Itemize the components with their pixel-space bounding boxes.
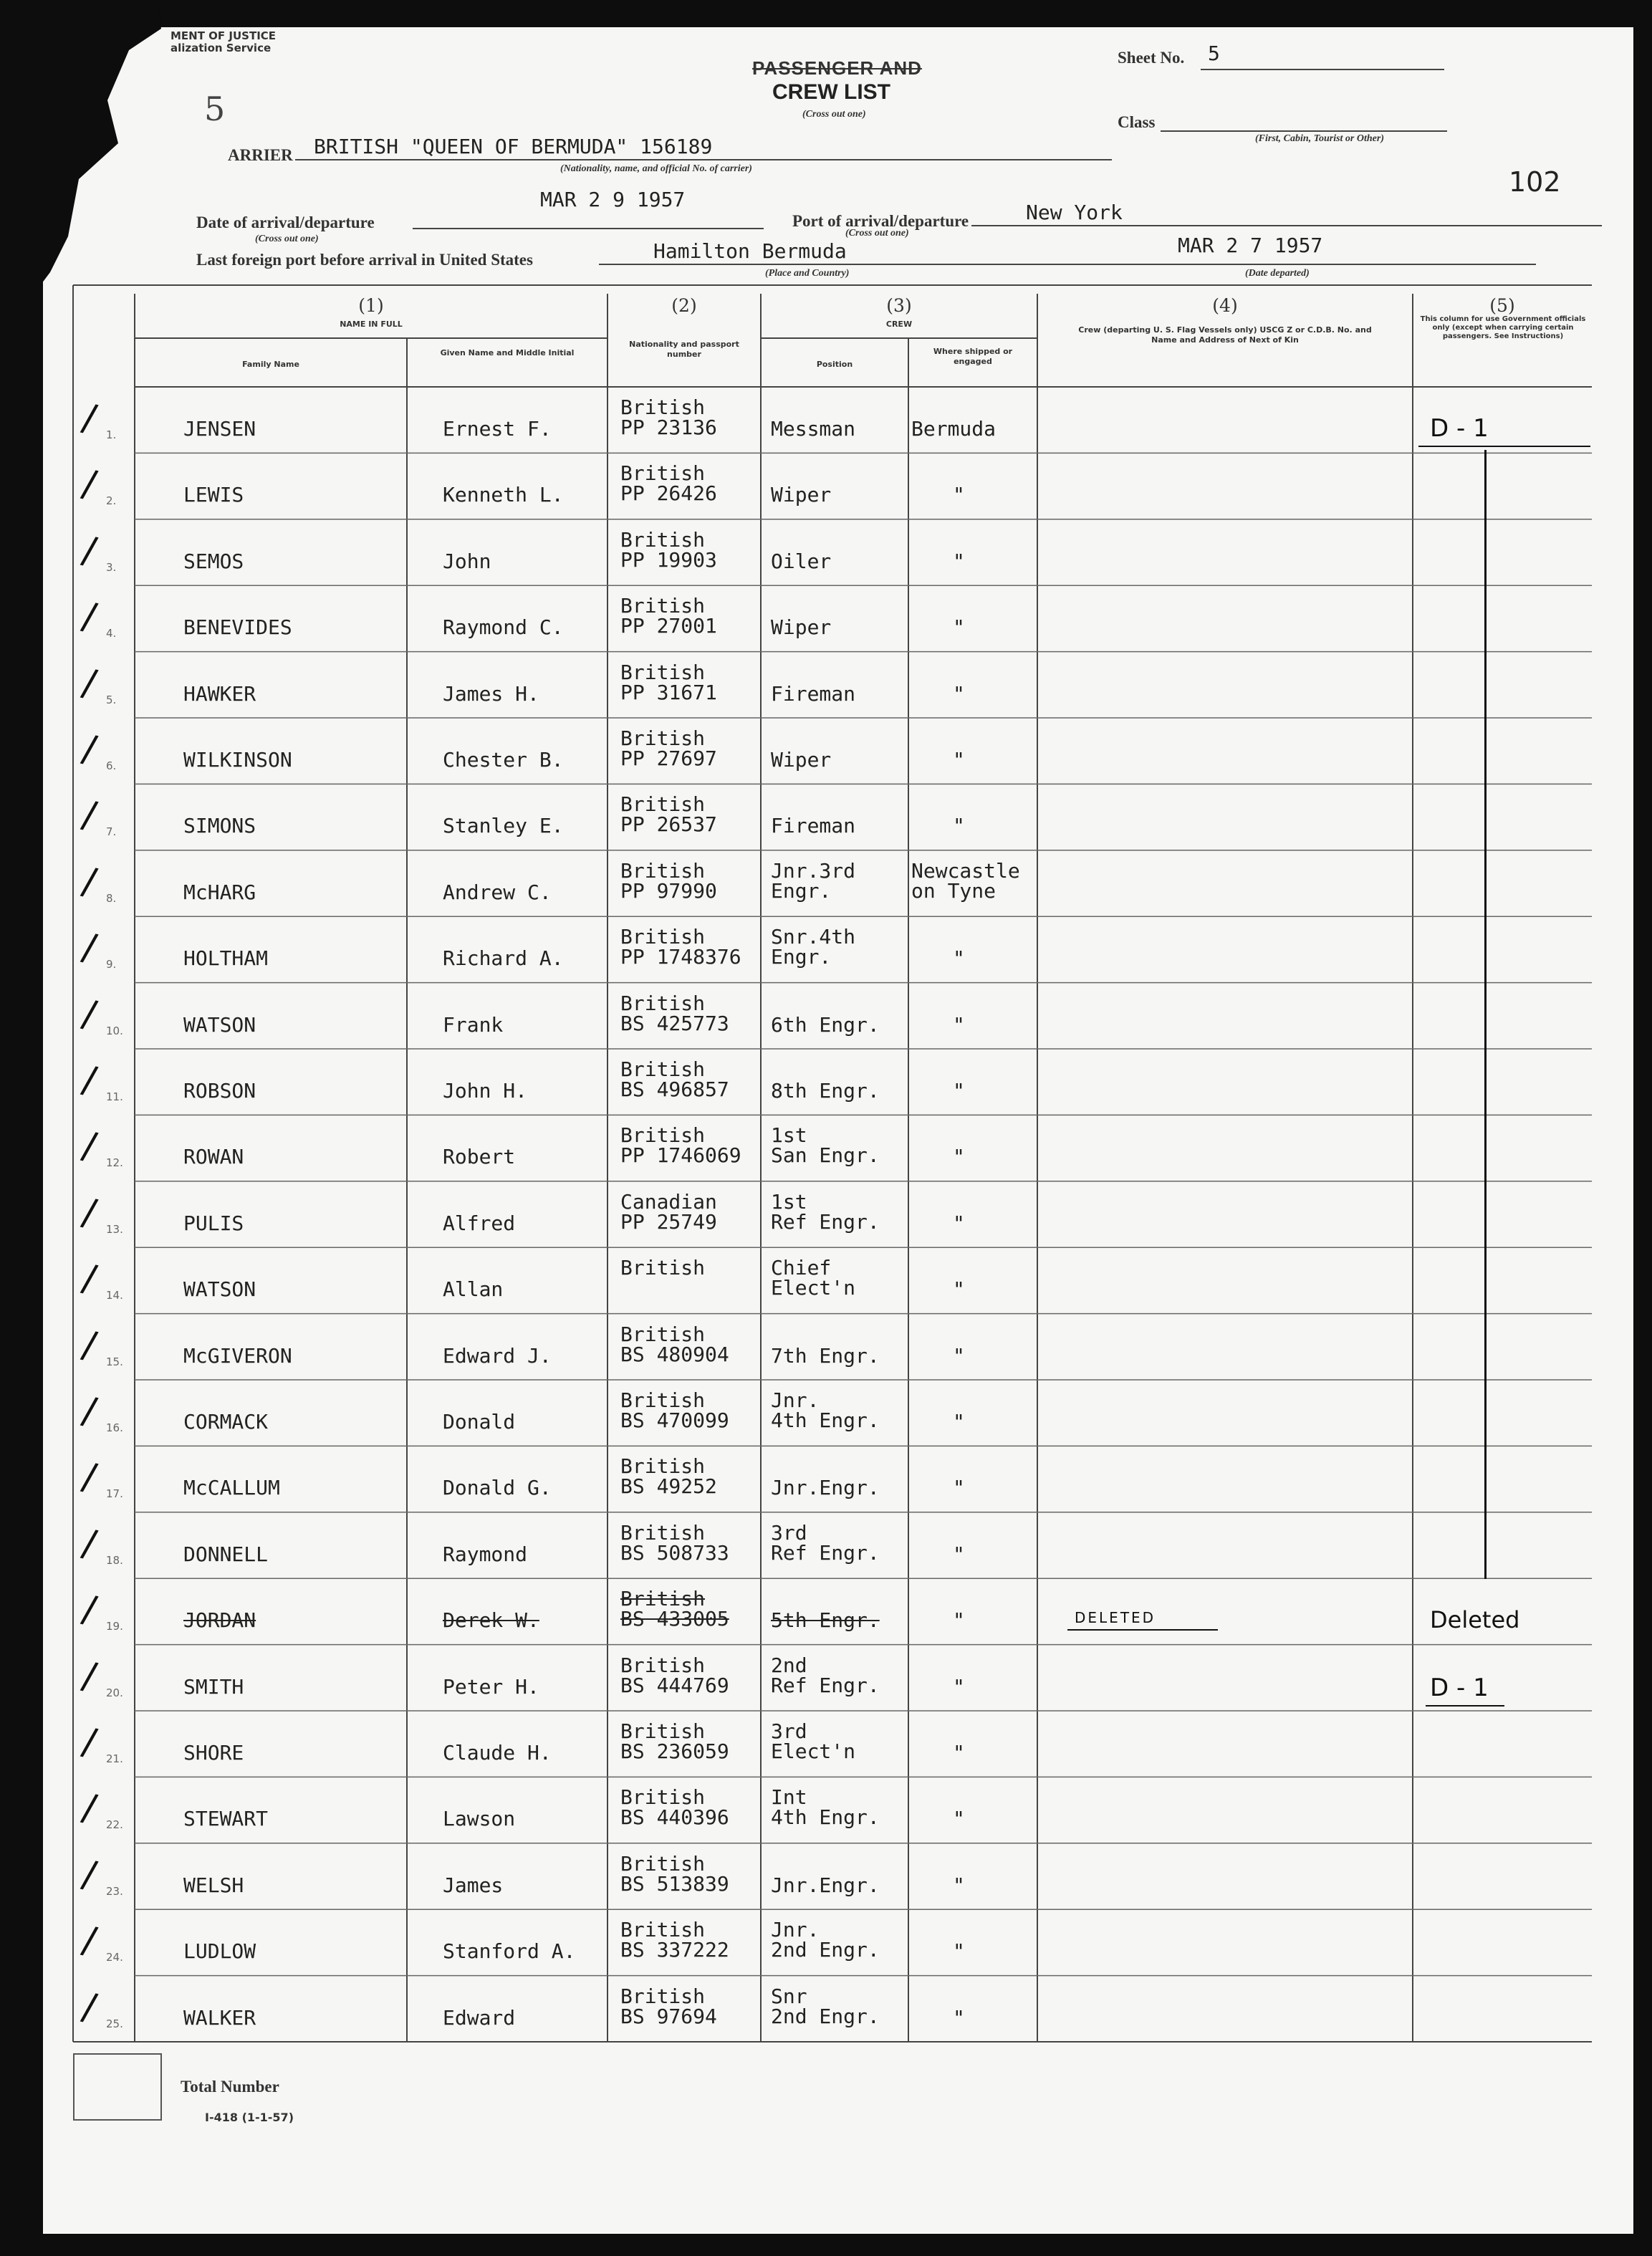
passport-number: PP 1748376 bbox=[620, 945, 741, 969]
check-mark: / bbox=[78, 926, 100, 971]
position: Jnr.Engr. bbox=[771, 1873, 880, 1897]
agency-line-2: alization Service bbox=[171, 42, 272, 54]
family-name: McCALLUM bbox=[183, 1476, 280, 1500]
check-mark: / bbox=[78, 1455, 100, 1500]
check-mark: / bbox=[78, 1653, 100, 1699]
family-name: CORMACK bbox=[183, 1410, 269, 1434]
passport-number: BS 508733 bbox=[620, 1540, 729, 1565]
check-mark: / bbox=[78, 1257, 100, 1302]
given-name: Derek W. bbox=[443, 1608, 539, 1633]
total-number-label: Total Number bbox=[181, 2078, 279, 2096]
form-number: I-418 (1-1-57) bbox=[205, 2111, 294, 2124]
row-number: 2. bbox=[106, 494, 117, 508]
given-name: Allan bbox=[443, 1277, 504, 1302]
nationality: British bbox=[620, 991, 706, 1015]
position: Jnr.Engr. bbox=[771, 1476, 880, 1500]
nationality: British bbox=[620, 660, 706, 684]
check-mark: / bbox=[78, 595, 100, 640]
check-mark: / bbox=[78, 395, 100, 441]
passport-number: PP 27697 bbox=[620, 747, 717, 770]
given-name: Claude H. bbox=[443, 1741, 552, 1765]
where-shipped: " bbox=[953, 1542, 965, 1566]
nationality: British bbox=[620, 1454, 706, 1479]
position: Jnr. bbox=[771, 1388, 820, 1412]
check-mark: / bbox=[78, 1388, 100, 1434]
where-shipped-line-2: on Tyne bbox=[911, 878, 997, 903]
position-line-2: Engr. bbox=[771, 878, 832, 903]
last-port-value: Hamilton Bermuda bbox=[653, 239, 847, 263]
position: Fireman bbox=[771, 681, 856, 706]
position: 5th Engr. bbox=[771, 1608, 880, 1633]
row-number: 3. bbox=[106, 560, 117, 574]
d1-bottom-rule bbox=[1426, 1705, 1504, 1707]
where-shipped: " bbox=[953, 483, 965, 507]
given-name: Alfred bbox=[443, 1211, 516, 1235]
row-number: 5. bbox=[106, 693, 117, 706]
where-shipped: " bbox=[953, 1674, 965, 1699]
given-name: Chester B. bbox=[443, 748, 564, 772]
col2-number: (2) bbox=[671, 295, 697, 316]
departed-note: (Date departed) bbox=[1245, 268, 1310, 279]
class-note: (First, Cabin, Tourist or Other) bbox=[1255, 133, 1384, 144]
agency-line-1: MENT OF JUSTICE bbox=[171, 29, 277, 42]
nationality: British bbox=[620, 1984, 706, 2008]
family-name: SMITH bbox=[183, 1674, 244, 1699]
where-shipped: " bbox=[953, 1343, 965, 1368]
port-value: New York bbox=[1026, 201, 1123, 224]
passport-number: BS 49252 bbox=[620, 1474, 717, 1499]
check-mark: / bbox=[78, 1852, 100, 1897]
position-line-2: 2nd Engr. bbox=[771, 1938, 880, 1962]
row-number: 25. bbox=[106, 2017, 123, 2030]
position: Snr bbox=[771, 1984, 807, 2008]
row-number: 10. bbox=[106, 1024, 123, 1037]
given-name: Stanley E. bbox=[443, 814, 564, 838]
nationality: Canadian bbox=[620, 1189, 717, 1214]
passport-number: BS 425773 bbox=[620, 1011, 729, 1035]
nationality: British bbox=[620, 1719, 706, 1743]
where-shipped: " bbox=[953, 814, 965, 838]
position-line-2: Engr. bbox=[771, 945, 832, 969]
arrival-date-label: Date of arrival/departure bbox=[196, 213, 375, 231]
nationality: British bbox=[620, 1123, 706, 1148]
where-shipped: " bbox=[953, 1145, 965, 1169]
position: Oiler bbox=[771, 549, 832, 573]
arrival-date-note: (Cross out one) bbox=[255, 234, 319, 244]
where-shipped: " bbox=[953, 1939, 965, 1964]
row-number: 21. bbox=[106, 1752, 123, 1765]
position: 3rd bbox=[771, 1520, 807, 1545]
row-number: 6. bbox=[106, 759, 117, 772]
family-name: PULIS bbox=[183, 1211, 244, 1235]
position: 1st bbox=[771, 1189, 807, 1214]
nationality: British bbox=[620, 858, 706, 883]
given-name: Kenneth L. bbox=[443, 483, 564, 507]
page-number: 102 bbox=[1509, 166, 1561, 198]
check-mark: / bbox=[78, 1323, 100, 1368]
annotation-d1-top: D - 1 bbox=[1430, 414, 1489, 443]
family-name: WILKINSON bbox=[183, 748, 292, 772]
given-name: Richard A. bbox=[443, 946, 564, 971]
family-name: WALKER bbox=[183, 2005, 256, 2030]
position: Jnr. bbox=[771, 1918, 820, 1942]
d1-top-rule bbox=[1418, 446, 1590, 447]
family-name: BENEVIDES bbox=[183, 615, 292, 640]
check-mark: / bbox=[78, 1124, 100, 1169]
where-shipped: " bbox=[953, 1807, 965, 1831]
position-line-2: Ref Engr. bbox=[771, 1673, 880, 1697]
nationality: British bbox=[620, 594, 706, 618]
row-number: 19. bbox=[106, 1620, 123, 1633]
row-number: 4. bbox=[106, 627, 117, 640]
family-name: STEWART bbox=[183, 1807, 269, 1831]
position-line-2: Elect'n bbox=[771, 1739, 856, 1763]
nationality: British bbox=[620, 1256, 706, 1280]
where-shipped: " bbox=[953, 1079, 965, 1103]
family-name: HOLTHAM bbox=[183, 946, 269, 971]
row-number: 12. bbox=[106, 1156, 123, 1170]
where-shipped: " bbox=[953, 1476, 965, 1500]
position: Wiper bbox=[771, 615, 832, 640]
check-mark: / bbox=[78, 859, 100, 904]
port-note: (Cross out one) bbox=[845, 228, 909, 239]
sheet-number: 5 bbox=[1208, 42, 1220, 65]
row-number: 11. bbox=[106, 1090, 123, 1103]
row-number: 13. bbox=[106, 1222, 123, 1236]
given-name: John bbox=[443, 549, 491, 573]
struck-title: PASSENGER AND bbox=[752, 57, 922, 79]
where-shipped: " bbox=[953, 1012, 965, 1037]
arrival-date: MAR 2 9 1957 bbox=[540, 188, 686, 211]
where-shipped: " bbox=[953, 1608, 965, 1633]
passport-number: PP 31671 bbox=[620, 680, 717, 704]
col1-number: (1) bbox=[358, 295, 384, 316]
passport-number: PP 25749 bbox=[620, 1209, 717, 1234]
row-number: 18. bbox=[106, 1553, 123, 1567]
position: Wiper bbox=[771, 748, 832, 772]
family-name: JENSEN bbox=[183, 417, 256, 441]
class-label: Class bbox=[1118, 113, 1156, 131]
position: 7th Engr. bbox=[771, 1343, 880, 1368]
col4-title: Crew (departing U. S. Flag Vessels only) USCG Z or C.D.B. No. and Name and Address of Next of Kin bbox=[1078, 325, 1372, 345]
family-name: SHORE bbox=[183, 1741, 244, 1765]
carrier-note: (Nationality, name, and official No. of carrier) bbox=[560, 163, 752, 174]
check-mark: / bbox=[78, 462, 100, 507]
passport-number: BS 513839 bbox=[620, 1871, 729, 1896]
given-name: Donald bbox=[443, 1410, 516, 1434]
where-shipped: " bbox=[953, 1277, 965, 1302]
given-name: Raymond C. bbox=[443, 615, 564, 640]
carrier-label: ARRIER bbox=[228, 146, 293, 164]
given-name: Raymond bbox=[443, 1542, 528, 1566]
family-name: ROBSON bbox=[183, 1079, 256, 1103]
nationality: British bbox=[620, 1851, 706, 1876]
nationality: British bbox=[620, 1322, 706, 1346]
where-shipped: Newcastle bbox=[911, 858, 1020, 883]
passport-number: PP 26537 bbox=[620, 812, 717, 837]
deleted-col4-rule bbox=[1067, 1629, 1218, 1631]
where-shipped: " bbox=[953, 748, 965, 772]
row-number: 20. bbox=[106, 1686, 123, 1699]
given-name: James H. bbox=[443, 681, 539, 706]
d1-bracket-line bbox=[1484, 450, 1487, 1579]
passport-number: PP 23136 bbox=[620, 416, 717, 439]
nationality: British bbox=[620, 925, 706, 949]
port-label: Port of arrival/departure bbox=[792, 212, 969, 230]
family-name: LEWIS bbox=[183, 483, 244, 507]
row-number: 9. bbox=[106, 958, 117, 971]
col3a-header: Position bbox=[816, 360, 853, 369]
col1b-header: Given Name and Middle Initial bbox=[440, 348, 575, 357]
nationality: British bbox=[620, 1653, 706, 1677]
family-name: DONNELL bbox=[183, 1542, 269, 1566]
position-line-2: 4th Engr. bbox=[771, 1805, 880, 1830]
passport-number: BS 444769 bbox=[620, 1673, 729, 1697]
row-number: 15. bbox=[106, 1355, 123, 1368]
position: Messman bbox=[771, 417, 856, 441]
check-mark: / bbox=[78, 528, 100, 573]
col2-title: Nationality and passport number bbox=[629, 340, 739, 359]
position: 6th Engr. bbox=[771, 1012, 880, 1037]
position: Chief bbox=[771, 1256, 832, 1280]
last-port-note: (Place and Country) bbox=[765, 268, 850, 279]
col1a-header: Family Name bbox=[242, 360, 299, 369]
passport-number: BS 433005 bbox=[620, 1607, 729, 1631]
row-number: 7. bbox=[106, 825, 117, 839]
given-name: Lawson bbox=[443, 1807, 516, 1831]
position: 1st bbox=[771, 1123, 807, 1148]
check-mark: / bbox=[78, 1786, 100, 1831]
col3-title: CREW bbox=[885, 320, 913, 329]
carrier-value: BRITISH "QUEEN OF BERMUDA" 156189 bbox=[314, 135, 713, 158]
row-number: 16. bbox=[106, 1421, 123, 1434]
position: Jnr.3rd bbox=[771, 858, 856, 883]
family-name: JORDAN bbox=[183, 1608, 256, 1633]
passport-number: BS 440396 bbox=[620, 1805, 729, 1830]
annotation-deleted-col5: Deleted bbox=[1430, 1606, 1520, 1633]
row-number: 22. bbox=[106, 1818, 123, 1832]
passport-number: BS 470099 bbox=[620, 1408, 729, 1432]
given-name: Frank bbox=[443, 1012, 504, 1037]
given-name: Peter H. bbox=[443, 1674, 539, 1699]
where-shipped: " bbox=[953, 1741, 965, 1765]
check-mark: / bbox=[78, 1521, 100, 1566]
annotation-deleted-col4: DELETED bbox=[1075, 1609, 1156, 1626]
family-name: WATSON bbox=[183, 1277, 256, 1302]
position: Wiper bbox=[771, 483, 832, 507]
position: 3rd bbox=[771, 1719, 807, 1743]
row-number: 14. bbox=[106, 1289, 123, 1302]
where-shipped: " bbox=[953, 615, 965, 640]
position: 8th Engr. bbox=[771, 1079, 880, 1103]
position: Int bbox=[771, 1785, 807, 1810]
nationality: British bbox=[620, 1785, 706, 1810]
check-mark: / bbox=[78, 1984, 100, 2030]
check-mark: / bbox=[78, 992, 100, 1037]
check-mark: / bbox=[78, 1919, 100, 1964]
check-mark: / bbox=[78, 1057, 100, 1103]
given-name: Robert bbox=[443, 1145, 516, 1169]
given-name: John H. bbox=[443, 1079, 528, 1103]
check-mark: / bbox=[78, 1190, 100, 1235]
nationality: British bbox=[620, 1520, 706, 1545]
where-shipped: " bbox=[953, 549, 965, 573]
col4-number: (4) bbox=[1212, 295, 1238, 316]
passport-number: PP 26426 bbox=[620, 481, 717, 506]
sheet-label: Sheet No. bbox=[1118, 49, 1185, 67]
nationality: British bbox=[620, 1388, 706, 1412]
where-shipped: Bermuda bbox=[911, 417, 997, 441]
nationality: British bbox=[620, 1587, 706, 1611]
nationality: British bbox=[620, 726, 706, 750]
nationality: British bbox=[620, 1918, 706, 1942]
given-name: James bbox=[443, 1873, 504, 1897]
row-number: 17. bbox=[106, 1487, 123, 1501]
passport-number: BS 337222 bbox=[620, 1938, 729, 1962]
position: 2nd bbox=[771, 1653, 807, 1677]
nationality: British bbox=[620, 1057, 706, 1081]
family-name: McGIVERON bbox=[183, 1343, 292, 1368]
position: Snr.4th bbox=[771, 925, 856, 949]
col5-title: This column for use Government officials only (except when carrying certain passengers. See Instructions) bbox=[1420, 315, 1586, 340]
position-line-2: San Engr. bbox=[771, 1143, 880, 1168]
position-line-2: Ref Engr. bbox=[771, 1540, 880, 1565]
family-name: SIMONS bbox=[183, 814, 256, 838]
row-number: 23. bbox=[106, 1884, 123, 1898]
nationality: British bbox=[620, 527, 706, 552]
annotation-d1-bottom: D - 1 bbox=[1430, 1674, 1489, 1702]
nationality: British bbox=[620, 395, 706, 419]
family-name: HAWKER bbox=[183, 681, 256, 706]
passport-number: BS 496857 bbox=[620, 1077, 729, 1101]
position-line-2: Ref Engr. bbox=[771, 1209, 880, 1234]
position: Fireman bbox=[771, 814, 856, 838]
passport-number: BS 236059 bbox=[620, 1739, 729, 1763]
given-name: Edward J. bbox=[443, 1343, 552, 1368]
family-name: WATSON bbox=[183, 1012, 256, 1037]
where-shipped: " bbox=[953, 1211, 965, 1235]
col3-number: (3) bbox=[886, 295, 912, 316]
last-port-label: Last foreign port before arrival in United States bbox=[196, 251, 533, 269]
check-mark: / bbox=[78, 726, 100, 772]
row-number: 24. bbox=[106, 1951, 123, 1964]
departed-date: MAR 2 7 1957 bbox=[1178, 234, 1323, 257]
where-shipped: " bbox=[953, 1873, 965, 1897]
family-name: WELSH bbox=[183, 1873, 244, 1897]
form-title: CREW LIST bbox=[772, 80, 890, 104]
stamp-mark: 5 bbox=[204, 90, 226, 128]
where-shipped: " bbox=[953, 946, 965, 971]
family-name: LUDLOW bbox=[183, 1939, 256, 1964]
passport-number: BS 480904 bbox=[620, 1342, 729, 1366]
col5-number: (5) bbox=[1489, 295, 1515, 316]
given-name: Ernest F. bbox=[443, 417, 552, 441]
where-shipped: " bbox=[953, 1410, 965, 1434]
row-number: 8. bbox=[106, 891, 117, 905]
check-mark: / bbox=[78, 793, 100, 838]
passport-number: PP 27001 bbox=[620, 614, 717, 638]
check-mark: / bbox=[78, 1588, 100, 1633]
passport-number: PP 19903 bbox=[620, 547, 717, 572]
passport-number: BS 97694 bbox=[620, 2004, 717, 2028]
where-shipped: " bbox=[953, 681, 965, 706]
check-mark: / bbox=[78, 1719, 100, 1765]
col3b-header: Where shipped or engaged bbox=[933, 347, 1013, 366]
family-name: SEMOS bbox=[183, 549, 244, 573]
given-name: Edward bbox=[443, 2005, 516, 2030]
col1-title: NAME IN FULL bbox=[340, 320, 403, 329]
family-name: ROWAN bbox=[183, 1145, 244, 1169]
nationality: British bbox=[620, 792, 706, 817]
position-line-2: 4th Engr. bbox=[771, 1408, 880, 1432]
total-number-box bbox=[73, 2053, 162, 2121]
given-name: Donald G. bbox=[443, 1476, 552, 1500]
passport-number: PP 97990 bbox=[620, 878, 717, 903]
nationality: British bbox=[620, 461, 706, 486]
given-name: Stanford A. bbox=[443, 1939, 576, 1964]
position-line-2: Elect'n bbox=[771, 1276, 856, 1300]
family-name: McHARG bbox=[183, 880, 256, 904]
row-number: 1. bbox=[106, 428, 117, 441]
passport-number: PP 1746069 bbox=[620, 1143, 741, 1168]
position-line-2: 2nd Engr. bbox=[771, 2004, 880, 2028]
check-mark: / bbox=[78, 661, 100, 706]
title-note: (Cross out one) bbox=[802, 109, 866, 120]
given-name: Andrew C. bbox=[443, 880, 552, 904]
where-shipped: " bbox=[953, 2005, 965, 2030]
